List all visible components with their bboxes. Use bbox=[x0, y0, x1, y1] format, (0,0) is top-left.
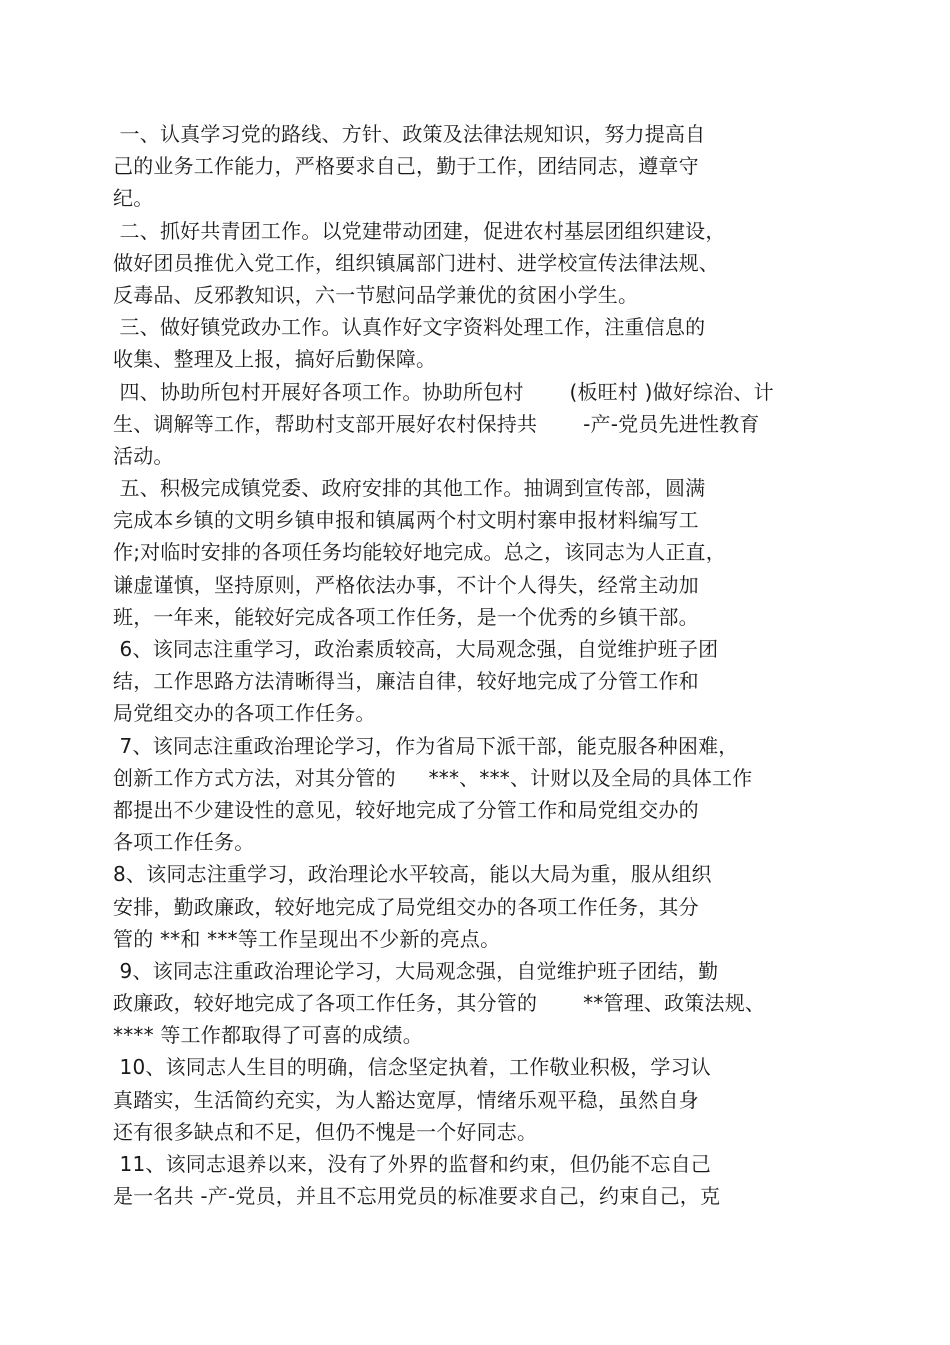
text-line: 活动。 bbox=[113, 443, 174, 468]
text-line: 6、该同志注重学习，政治素质较高，大局观念强，自觉维护班子团 bbox=[113, 637, 719, 661]
text-line: 是一名共 -产-党员，并且不忘用党员的标准要求自己，约束自己，克 bbox=[113, 1184, 721, 1209]
text-line: 政廉政，较好地完成了各项工作任务，其分管的 **管理、政策法规、 bbox=[113, 991, 766, 1016]
text-line: **** 等工作都取得了可喜的成绩。 bbox=[113, 1023, 423, 1048]
text-line: 完成本乡镇的文明乡镇申报和镇属两个村文明村寨申报材料编写工 bbox=[113, 508, 699, 533]
text-line: 谦虚谨慎，坚持原则，严格依法办事，不计个人得失，经常主动加 bbox=[113, 572, 699, 597]
text-line: 结，工作思路方法清晰得当，廉洁自律，较好地完成了分管工作和 bbox=[113, 669, 699, 694]
text-line: 己的业务工作能力，严格要求自己，勤于工作，团结同志，遵章守 bbox=[113, 154, 699, 179]
text-line: 9、该同志注重政治理论学习，大局观念强，自觉维护班子团结，勤 bbox=[113, 958, 719, 983]
text-line: 四、协助所包村开展好各项工作。协助所包村 (板旺村 )做好综治、计 bbox=[113, 379, 774, 404]
text-line: 局党组交办的各项工作任务。 bbox=[113, 701, 376, 726]
text-line: 都提出不少建设性的意见，较好地完成了分管工作和局党组交办的 bbox=[113, 797, 699, 822]
text-line: 做好团员推优入党工作，组织镇属部门进村、进学校宣传法律法规、 bbox=[113, 250, 719, 275]
document-body bbox=[113, 118, 873, 1212]
text-line: 一、认真学习党的路线、方针、政策及法律法规知识，努力提高自 bbox=[113, 122, 706, 146]
text-line: 各项工作任务。 bbox=[113, 830, 255, 855]
text-line: 10、该同志人生目的明确，信念坚定执着，工作敬业积极，学习认 bbox=[113, 1055, 712, 1080]
text-line: 还有很多缺点和不足，但仍不愧是一个好同志。 bbox=[113, 1119, 538, 1144]
text-line: 三、做好镇党政办工作。认真作好文字资料处理工作，注重信息的 bbox=[113, 315, 706, 340]
text-line: 8、该同志注重学习，政治理论水平较高，能以大局为重，服从组织 bbox=[113, 862, 712, 887]
text-line: 真踏实，生活简约充实，为人豁达宽厚，情绪乐观平稳，虽然自身 bbox=[113, 1087, 699, 1112]
text-line: 7、该同志注重政治理论学习，作为省局下派干部，能克服各种困难， bbox=[113, 733, 739, 758]
text-line: 创新工作方式方法，对其分管的 ***、***、计财以及全局的具体工作 bbox=[113, 765, 753, 790]
text-line: 作;对临时安排的各项任务均能较好地完成。总之，该同志为人正直， bbox=[113, 540, 726, 565]
text-line: 收集、整理及上报，搞好后勤保障。 bbox=[113, 347, 437, 372]
text-line: 反毒品、反邪教知识，六一节慰问品学兼优的贫困小学生。 bbox=[113, 282, 639, 307]
text-line: 纪。 bbox=[113, 186, 154, 211]
text-line: 管的 **和 ***等工作呈现出不少新的亮点。 bbox=[113, 926, 501, 951]
text-line: 五、积极完成镇党委、政府安排的其他工作。抽调到宣传部，圆满 bbox=[113, 476, 706, 501]
text-line: 11、该同志退养以来，没有了外界的监督和约束，但仍能不忘自己 bbox=[113, 1152, 712, 1176]
text-line: 安排，勤政廉政，较好地完成了局党组交办的各项工作任务，其分 bbox=[113, 894, 699, 919]
text-line: 生、调解等工作，帮助村支部开展好农村保持共 -产-党员先进性教育 bbox=[113, 411, 760, 436]
text-line: 班，一年来，能较好完成各项工作任务，是一个优秀的乡镇干部。 bbox=[113, 604, 699, 629]
text-line: 二、抓好共青团工作。以党建带动团建，促进农村基层团组织建设， bbox=[113, 218, 726, 243]
